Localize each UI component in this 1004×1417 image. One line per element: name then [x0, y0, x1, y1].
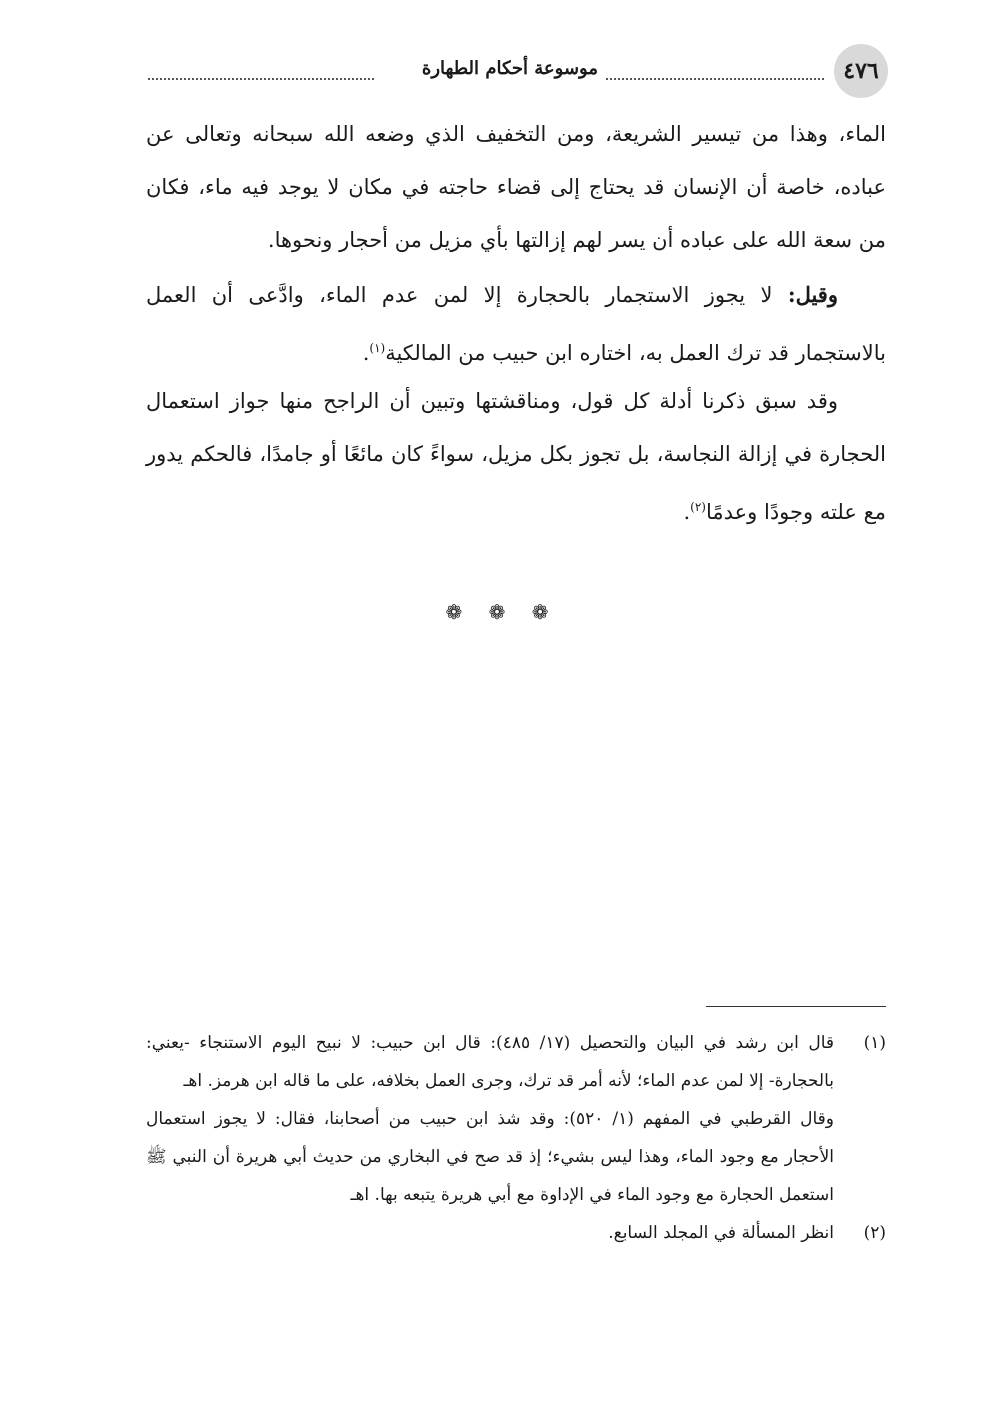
paragraph-3-text: وقد سبق ذكرنا أدلة كل قول، ومناقشتها وتبين أن الراجح منها جواز استعمال الحجارة في إزالة النجاسة، بل تجوز بكل مزيل، سواءً كان مائعًا أو جامدًا، فالحكم يدور مع علته وجودًا وعدمًا — [146, 389, 886, 524]
footnote-1-paragraph-2: وقال القرطبي في المفهم (١/ ٥٢٠): وقد شذ ابن حبيب من أصحابنا، فقال: لا يجوز استعمال الأحجار مع وجود الماء، وهذا ليس بشيء؛ إذ قد صح في البخاري من حديث أبي هريرة أن النبي ﷺ استعمل الحجارة مع وجود الماء في الإداوة مع أبي هريرة يتبعه بها. اهـ — [146, 1109, 834, 1205]
section-divider-ornament: ❁ ❁ ❁ — [445, 600, 559, 624]
header-dotted-leader-left — [148, 78, 374, 80]
footnote-ref-2[interactable]: (٢) — [690, 500, 706, 514]
paragraph-3 — [146, 375, 886, 539]
footnote-1-paragraph-1: قال ابن رشد في البيان والتحصيل (١٧/ ٤٨٥): قال ابن حبيب: لا نبيح اليوم الاستنجاء -يعني: بالحجارة- إلا لمن عدم الماء؛ لأنه أمر قد ترك، وجرى العمل بخلافه، على ما قاله ابن هرمز. اهـ — [146, 1033, 834, 1091]
footnote-ref-1[interactable]: (١) — [369, 341, 386, 355]
paragraph-2 — [146, 268, 886, 380]
paragraph-1 — [146, 108, 886, 267]
footnote-1-mark: (١) — [863, 1033, 886, 1053]
footnote-separator — [706, 1006, 886, 1007]
footnote-2 — [146, 1214, 886, 1252]
header-dotted-leader-right — [606, 78, 824, 80]
footnote-2-paragraph-1: انظر المسألة في المجلد السابع. — [608, 1223, 834, 1243]
page-number: ٤٧٦ — [834, 44, 888, 98]
footnotes — [146, 1024, 886, 1252]
paragraph-3-end: . — [683, 500, 691, 524]
footnote-2-mark: (٢) — [863, 1223, 886, 1243]
paragraph-2-end: . — [362, 341, 370, 365]
page-header — [148, 44, 888, 100]
footnote-1 — [146, 1024, 886, 1214]
paragraph-2-text: لا يجوز الاستجمار بالحجارة إلا لمن عدم الماء، وادَّعى أن العمل بالاستجمار قد ترك العمل به، اختاره ابن حبيب من المالكية — [146, 283, 886, 365]
book-title: موسوعة أحكام الطهارة — [421, 58, 598, 79]
paragraph-2-lead: وقيل: — [787, 282, 838, 307]
paragraph-1-text: الماء، وهذا من تيسير الشريعة، ومن التخفيف الذي وضعه الله سبحانه وتعالى عن عباده، خاصة أن الإنسان قد يحتاج إلى قضاء حاجته في مكان لا يوجد فيه ماء، فكان من سعة الله على عباده أن يسر لهم إزالتها بأي مزيل من أحجار ونحوها. — [146, 122, 886, 252]
